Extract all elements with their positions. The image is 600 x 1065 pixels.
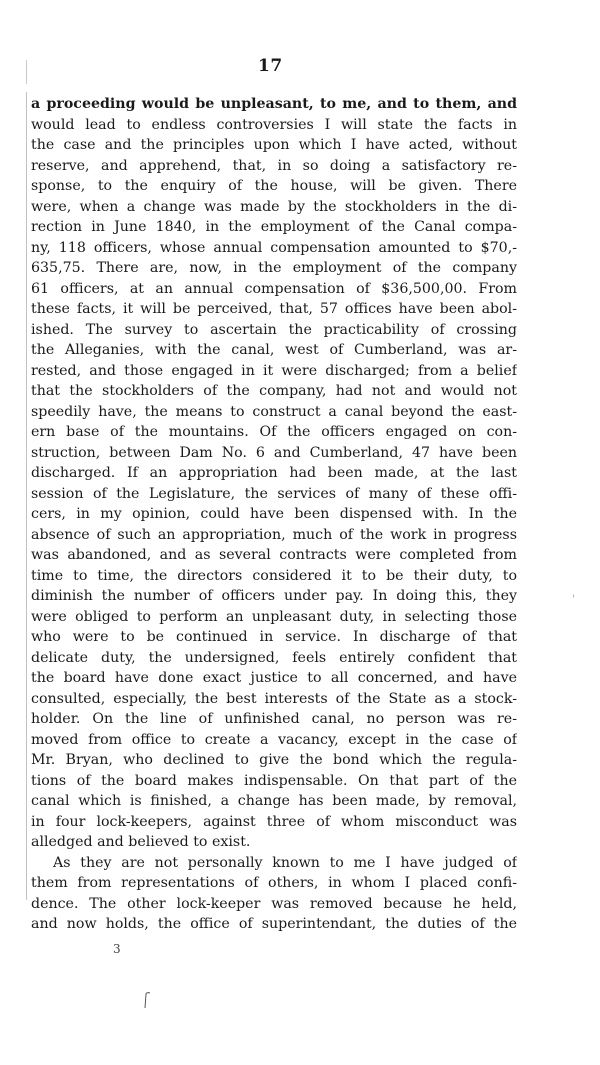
text-line: canal which is finished, a change has been made, by removal, bbox=[31, 793, 517, 809]
text-line: would lead to endless controversies I will state the facts in bbox=[31, 116, 517, 133]
text-line: speedily have, the means to construct a canal beyond the east- bbox=[31, 403, 517, 420]
text-line: diminish the number of officers under pay. In doing this, they bbox=[31, 588, 517, 604]
text-line: 635,75. There are, now, in the employment of the company bbox=[31, 260, 517, 276]
margin-rule-top bbox=[26, 60, 27, 84]
page-number: 17 bbox=[258, 56, 283, 76]
text-line: alledged and believed to exist. bbox=[31, 834, 251, 850]
text-line: 61 officers, at an annual compensation of $36,500,00. From bbox=[31, 280, 517, 297]
text-line: the case and the principles upon which I have acted, without bbox=[31, 137, 517, 153]
margin-rule-left bbox=[26, 92, 27, 900]
text-line: holder. On the line of unfinished canal, no person was re- bbox=[31, 711, 517, 727]
text-line: them from representations of others, in whom I placed confi- bbox=[31, 875, 517, 891]
text-line: As they are not personally known to me I have judged of bbox=[53, 854, 517, 871]
paragraph-1 bbox=[31, 94, 517, 853]
text-line: ny, 118 officers, whose annual compensation amounted to $70,- bbox=[31, 239, 517, 256]
text-line: the board have done exact justice to all concerned, and have bbox=[31, 670, 517, 686]
text-line: were, when a change was made by the stockholders in the di- bbox=[31, 198, 517, 215]
text-line: delicate duty, the undersigned, feels entirely confident that bbox=[31, 649, 517, 666]
paragraph-2 bbox=[31, 853, 517, 935]
text-line: a proceeding would be unpleasant, to me, and to them, and bbox=[31, 96, 517, 112]
signature-mark: 3 bbox=[113, 942, 121, 956]
text-line: absence of such an appropriation, much of the work in progress bbox=[31, 526, 517, 543]
text-line: time to time, the directors considered it to be their duty, to bbox=[31, 567, 517, 584]
text-line: reserve, and apprehend, that, in so doing a satisfactory re- bbox=[31, 157, 517, 174]
text-line: rection in June 1840, in the employment of the Canal compa- bbox=[31, 219, 517, 235]
text-line: in four lock-keepers, against three of whom misconduct was bbox=[31, 813, 517, 830]
text-line: consulted, especially, the best interests of the State as a stock- bbox=[31, 690, 517, 707]
pencil-mark-icon bbox=[143, 990, 159, 1010]
text-line: Mr. Bryan, who declined to give the bond which the regula- bbox=[31, 752, 517, 768]
text-line: struction, between Dam No. 6 and Cumberland, 47 have been bbox=[31, 444, 517, 461]
text-line: moved from office to create a vacancy, except in the case of bbox=[31, 731, 517, 748]
text-line: sponse, to the enquiry of the house, will be given. There bbox=[31, 178, 517, 194]
text-line: session of the Legislature, the services of many of these offi- bbox=[31, 485, 517, 502]
text-line: discharged. If an appropriation had been made, at the last bbox=[31, 465, 517, 481]
text-line: cers, in my opinion, could have been dispensed with. In the bbox=[31, 506, 517, 522]
body-text bbox=[31, 94, 517, 935]
text-line: rested, and those engaged in it were discharged; from a belief bbox=[31, 362, 517, 379]
text-line: these facts, it will be perceived, that, 57 offices have been abol- bbox=[31, 301, 517, 317]
margin-tick: ' bbox=[572, 594, 575, 605]
text-line: was abandoned, and as several contracts were completed from bbox=[31, 547, 517, 563]
text-line: ished. The survey to ascertain the practicability of crossing bbox=[31, 321, 517, 338]
text-line: were obliged to perform an unpleasant duty, in selecting those bbox=[31, 608, 517, 625]
text-line: ern base of the mountains. Of the officers engaged on con- bbox=[31, 424, 517, 440]
text-line: and now holds, the office of superintendant, the duties of the bbox=[31, 916, 517, 932]
text-line: the Alleganies, with the canal, west of Cumberland, was ar- bbox=[31, 342, 517, 358]
text-line: who were to be continued in service. In discharge of that bbox=[31, 629, 517, 645]
text-line: tions of the board makes indispensable. On that part of the bbox=[31, 772, 517, 789]
text-line: dence. The other lock-keeper was removed because he held, bbox=[31, 895, 517, 912]
text-line: that the stockholders of the company, had not and would not bbox=[31, 383, 517, 399]
